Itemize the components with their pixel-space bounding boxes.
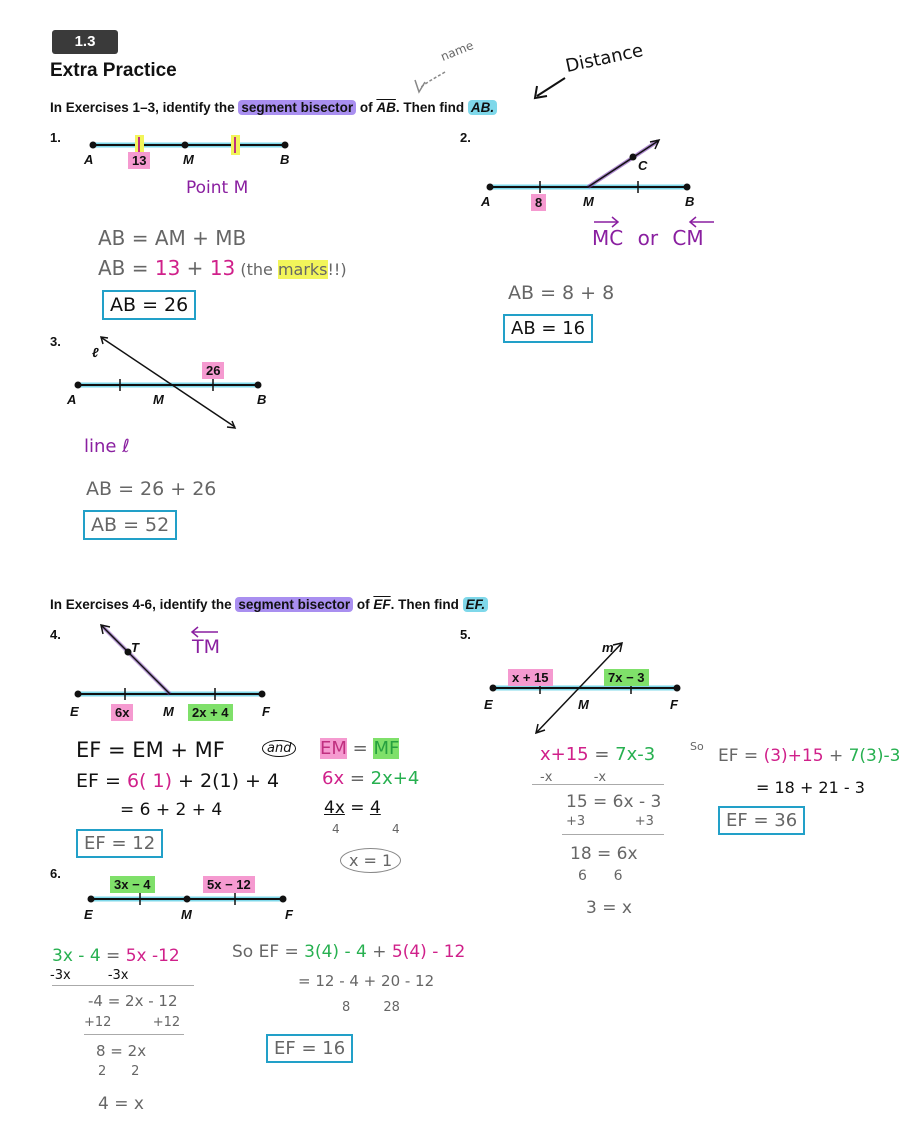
- ex5-segment-em: x + 15: [508, 669, 553, 686]
- ex2-work: AB = 8 + 8: [508, 282, 615, 304]
- ex6-line-1: 3x - 4 = 5x -12: [52, 946, 180, 966]
- ex3-answer: line ℓ: [84, 436, 130, 457]
- ex6-divider-2: [84, 1034, 184, 1035]
- ex1-answer: Point M: [186, 178, 249, 198]
- ex6-result-line-3: 8 28: [342, 1000, 400, 1015]
- ex2-label-a: A: [481, 194, 491, 209]
- ex6-label-f: F: [285, 907, 293, 922]
- ex6-label-m: M: [181, 907, 192, 922]
- ex6-line-2: -3x -3x: [50, 968, 129, 983]
- ex5-segment-mf: 7x − 3: [604, 669, 649, 686]
- ex6-result-line-1: So EF = 3(4) - 4 + 5(4) - 12: [232, 942, 466, 962]
- ex4-segment-mf: 2x + 4: [188, 704, 233, 721]
- ex5-divider-2: [562, 834, 664, 835]
- ex1-segment-length: 13: [128, 152, 150, 169]
- ex5-label-f: F: [670, 697, 678, 712]
- ex5-result-line-2: = 18 + 21 - 3: [756, 778, 865, 797]
- distance-note: Distance: [563, 40, 646, 77]
- ex6-result: EF = 16: [266, 1034, 353, 1063]
- exercise-2-number: 2.: [460, 130, 471, 145]
- ex4-and: and: [262, 740, 296, 757]
- ex2-answer: MC or CM: [592, 226, 704, 250]
- ex6-segment-em: 3x − 4: [110, 876, 155, 893]
- exercise-5-diagram: [485, 640, 685, 740]
- ex6-result-line-2: = 12 - 4 + 20 - 12: [298, 972, 435, 990]
- ex4-side-1: EM = MF: [320, 738, 400, 759]
- ex4-side-4a: 4: [332, 822, 340, 836]
- exercise-2-diagram: [480, 135, 700, 195]
- exercise-6-number: 6.: [50, 866, 61, 881]
- ex2-label-m: M: [583, 194, 594, 209]
- ex5-line-4: +3 +3: [566, 814, 654, 829]
- ex4-side-2: 6x = 2x+4: [322, 768, 420, 789]
- ex3-result: AB = 52: [83, 510, 177, 540]
- ex4-result: EF = 12: [76, 829, 163, 858]
- ex6-line-7: 4 = x: [98, 1094, 144, 1114]
- ex2-segment-length: 8: [531, 194, 546, 211]
- ex5-result-line-1: EF = (3)+15 + 7(3)-3: [718, 746, 900, 766]
- exercise-3-diagram: [70, 335, 270, 435]
- ex6-line-5: 8 = 2x: [96, 1042, 147, 1060]
- ex4-line-3: = 6 + 2 + 4: [120, 800, 223, 820]
- section-badge: 1.3: [52, 30, 118, 54]
- name-note: name: [438, 38, 476, 64]
- ex3-label-a: A: [67, 392, 77, 407]
- ex4-label-f: F: [262, 704, 270, 719]
- ex5-line-3: 15 = 6x - 3: [566, 792, 662, 812]
- ex5-label-m-line: m: [602, 640, 614, 655]
- ex4-side-4b: 4: [392, 822, 400, 836]
- ex4-side-5: x = 1: [340, 848, 401, 873]
- ex4-label-e: E: [70, 704, 79, 719]
- ex3-segment-length: 26: [202, 362, 224, 379]
- ex5-label-m: M: [578, 697, 589, 712]
- ex5-result: EF = 36: [718, 806, 805, 835]
- exercise-1-number: 1.: [50, 130, 61, 145]
- ex5-label-e: E: [484, 697, 493, 712]
- ex6-label-e: E: [84, 907, 93, 922]
- ex5-so: So: [690, 740, 704, 753]
- ex5-line-1: x+15 = 7x-3: [540, 744, 656, 765]
- exercise-4-number: 4.: [50, 627, 61, 642]
- ex6-line-6: 2 2: [98, 1064, 140, 1079]
- ex5-line-6: 6 6: [578, 868, 623, 884]
- ex2-label-b: B: [685, 194, 695, 209]
- instructions-1: In Exercises 1–3, identify the segment bisector of $\overline{AB}$. Then find AB.: [50, 100, 497, 115]
- ex3-label-b: B: [257, 392, 267, 407]
- exercise-3-number: 3.: [50, 334, 61, 349]
- ex5-line-5: 18 = 6x: [570, 844, 638, 864]
- ex5-line-7: 3 = x: [586, 898, 632, 918]
- ex6-line-4: +12 +12: [84, 1015, 181, 1030]
- ex4-label-t: T: [131, 640, 139, 655]
- ex5-line-2: -x -x: [540, 770, 607, 785]
- ex6-divider-1: [52, 985, 194, 986]
- ex4-label-m: M: [163, 704, 174, 719]
- ex3-label-l: ℓ: [92, 345, 99, 360]
- ex3-work: AB = 26 + 26: [86, 478, 217, 500]
- ex2-result: AB = 16: [503, 314, 593, 343]
- ex1-label-a: A: [84, 152, 94, 167]
- instructions-2: In Exercises 4-6, identify the segment bisector of $\overline{EF}$. Then find EF.: [50, 597, 488, 612]
- ex4-line-2: EF = 6( 1) + 2(1) + 4: [76, 770, 280, 792]
- ex2-label-c: C: [638, 158, 648, 173]
- ex1-label-b: B: [280, 152, 290, 167]
- exercise-5-number: 5.: [460, 627, 471, 642]
- annotation-arrows: [405, 50, 585, 100]
- ex5-divider-1: [532, 784, 664, 785]
- ex4-side-3: 4x = 4: [324, 798, 381, 818]
- ex1-work-2: AB = 13 + 13 (the marks!!): [98, 256, 347, 280]
- ex4-line-1: EF = EM + MF: [76, 738, 225, 762]
- ex1-label-m: M: [183, 152, 194, 167]
- ex6-segment-mf: 5x − 12: [203, 876, 255, 893]
- ex1-work-1: AB = AM + MB: [98, 226, 247, 250]
- ex4-segment-em: 6x: [111, 704, 133, 721]
- ex1-result: AB = 26: [102, 290, 196, 320]
- ex3-label-m: M: [153, 392, 164, 407]
- page-title: Extra Practice: [50, 60, 177, 81]
- exercise-4-diagram: [70, 620, 280, 700]
- ex6-line-3: -4 = 2x - 12: [88, 992, 178, 1010]
- ex4-answer: TM: [192, 636, 220, 658]
